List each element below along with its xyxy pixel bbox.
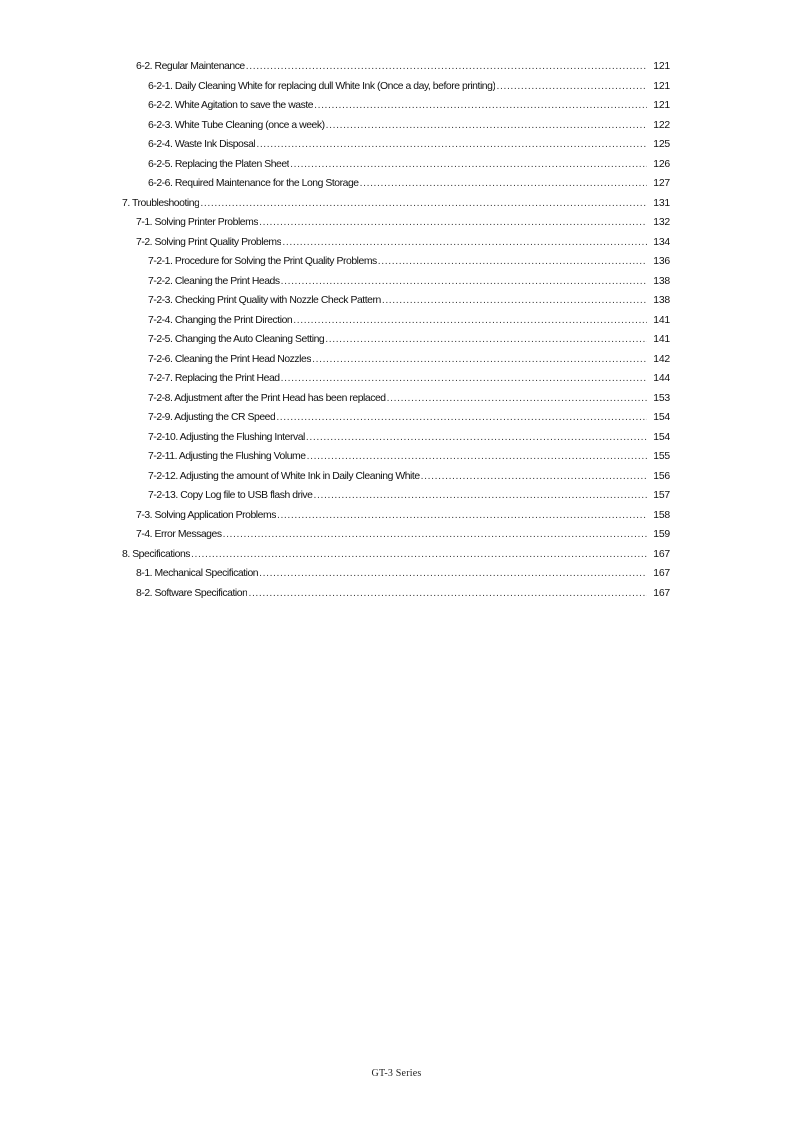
toc-entry-title: 7-2-3. Checking Print Quality with Nozzle Check Pattern	[148, 295, 381, 306]
toc-entry-title: 6-2-6. Required Maintenance for the Long Storage	[148, 178, 359, 189]
toc-entry-page-number: 132	[653, 217, 670, 228]
toc-dot-leader	[248, 584, 647, 604]
toc-dot-leader	[259, 213, 647, 233]
toc-entry[interactable]	[0, 408, 793, 428]
toc-entry-page-number: 122	[653, 119, 670, 131]
toc-entry[interactable]	[0, 311, 793, 331]
toc-entry[interactable]	[0, 467, 793, 487]
toc-dot-leader	[281, 272, 647, 292]
toc-entry-title: 7-2. Solving Print Quality Problems	[136, 236, 282, 248]
toc-entry[interactable]	[0, 447, 793, 467]
toc-entry[interactable]	[0, 272, 793, 292]
toc-dot-leader	[314, 486, 647, 506]
toc-entry[interactable]	[0, 584, 793, 604]
toc-entry-page-number: 126	[653, 158, 670, 170]
toc-dot-leader	[325, 330, 647, 350]
toc-entry-page-number: 158	[653, 509, 670, 521]
toc-entry[interactable]	[0, 96, 793, 116]
toc-dot-leader	[312, 350, 647, 370]
toc-entry-title: 7-2-12. Adjusting the amount of White Ink in Daily Cleaning White	[148, 470, 420, 482]
toc-dot-leader	[276, 408, 647, 428]
toc-entry-title: 7-2-7. Replacing the Print Head	[148, 373, 280, 384]
toc-entry[interactable]	[0, 291, 793, 311]
toc-dot-leader	[314, 96, 647, 116]
toc-entry-title: 7-2-10. Adjusting the Flushing Interval	[148, 431, 305, 443]
toc-dot-leader	[306, 428, 647, 448]
toc-entry-title: 8-2. Software Specification	[136, 587, 248, 599]
toc-entry-page-number: 125	[653, 139, 670, 150]
toc-entry-page-number: 121	[653, 61, 670, 72]
toc-entry-page-number: 159	[653, 529, 670, 540]
toc-entry[interactable]	[0, 506, 793, 526]
toc-entry-page-number: 138	[653, 295, 670, 306]
toc-entry-title: 7-4. Error Messages	[136, 529, 222, 540]
toc-entry[interactable]	[0, 545, 793, 565]
toc-entry[interactable]	[0, 369, 793, 389]
toc-dot-leader	[378, 252, 647, 272]
toc-dot-leader	[293, 311, 647, 331]
toc-dot-leader	[421, 467, 647, 487]
toc-dot-leader	[496, 77, 647, 97]
page-footer: GT-3 Series	[371, 1068, 422, 1079]
toc-entry-page-number: 167	[653, 548, 670, 560]
toc-entry-page-number: 142	[653, 353, 670, 365]
toc-entry-page-number: 167	[653, 568, 670, 579]
toc-entry-page-number: 157	[653, 490, 670, 501]
toc-dot-leader	[360, 174, 647, 194]
toc-entry-page-number: 136	[653, 256, 670, 267]
toc-entry-page-number: 167	[653, 587, 670, 599]
toc-dot-leader	[326, 116, 647, 136]
toc-dot-leader	[259, 564, 647, 584]
toc-entry-page-number: 131	[653, 197, 670, 209]
toc-entry-title: 6-2-2. White Agitation to save the waste	[148, 100, 314, 111]
toc-entry[interactable]	[0, 564, 793, 584]
toc-entry[interactable]	[0, 194, 793, 214]
toc-dot-leader	[290, 155, 647, 175]
toc-entry-page-number: 121	[653, 100, 670, 111]
toc-dot-leader	[282, 233, 647, 253]
table-of-contents	[0, 57, 793, 603]
toc-dot-leader	[246, 57, 647, 77]
toc-entry[interactable]	[0, 389, 793, 409]
toc-entry[interactable]	[0, 77, 793, 97]
toc-entry-page-number: 154	[653, 412, 670, 423]
toc-dot-leader	[223, 525, 647, 545]
toc-dot-leader	[281, 369, 647, 389]
toc-entry-title: 8-1. Mechanical Specification	[136, 568, 259, 579]
toc-entry[interactable]	[0, 525, 793, 545]
toc-entry-title: 6-2-4. Waste Ink Disposal	[148, 139, 256, 150]
toc-entry-title: 7-1. Solving Printer Problems	[136, 217, 259, 228]
toc-entry-title: 7-2-2. Cleaning the Print Heads	[148, 275, 280, 287]
toc-dot-leader	[256, 135, 647, 155]
toc-entry-title: 7. Troubleshooting	[122, 197, 200, 209]
toc-entry-page-number: 155	[653, 451, 670, 462]
toc-entry[interactable]	[0, 213, 793, 233]
toc-entry[interactable]	[0, 486, 793, 506]
toc-entry[interactable]	[0, 330, 793, 350]
toc-entry-page-number: 121	[653, 80, 670, 92]
toc-entry-page-number: 138	[653, 275, 670, 287]
toc-entry-title: 6-2-1. Daily Cleaning White for replacing dull White Ink (Once a day, before printing)	[148, 80, 496, 92]
toc-dot-leader	[387, 389, 647, 409]
toc-dot-leader	[191, 545, 647, 565]
toc-entry-title: 7-2-6. Cleaning the Print Head Nozzles	[148, 353, 312, 365]
toc-dot-leader	[382, 291, 647, 311]
toc-entry-page-number: 156	[653, 470, 670, 482]
toc-entry-title: 7-2-5. Changing the Auto Cleaning Setting	[148, 334, 325, 345]
toc-entry-page-number: 141	[653, 334, 670, 345]
toc-entry-title: 6-2. Regular Maintenance	[136, 61, 245, 72]
toc-entry-title: 7-2-8. Adjustment after the Print Head has been replaced	[148, 392, 386, 404]
toc-entry[interactable]	[0, 174, 793, 194]
toc-entry-title: 8. Specifications	[122, 548, 191, 560]
toc-entry-title: 7-2-9. Adjusting the CR Speed	[148, 412, 276, 423]
toc-entry[interactable]	[0, 57, 793, 77]
toc-entry-title: 7-2-13. Copy Log file to USB flash drive	[148, 490, 313, 501]
toc-entry-title: 7-2-11. Adjusting the Flushing Volume	[148, 451, 306, 462]
toc-entry-page-number: 127	[653, 178, 670, 189]
toc-entry-page-number: 154	[653, 431, 670, 443]
toc-dot-leader	[277, 506, 647, 526]
toc-entry-title: 7-2-4. Changing the Print Direction	[148, 314, 293, 326]
toc-entry-title: 6-2-3. White Tube Cleaning (once a week)	[148, 119, 325, 131]
toc-dot-leader	[307, 447, 647, 467]
toc-entry[interactable]	[0, 155, 793, 175]
toc-entry-page-number: 144	[653, 373, 670, 384]
toc-entry[interactable]	[0, 350, 793, 370]
toc-entry[interactable]	[0, 428, 793, 448]
toc-dot-leader	[200, 194, 647, 214]
toc-entry-page-number: 141	[653, 314, 670, 326]
toc-entry-page-number: 153	[653, 392, 670, 404]
toc-entry-title: 6-2-5. Replacing the Platen Sheet	[148, 158, 290, 170]
toc-entry[interactable]	[0, 252, 793, 272]
toc-entry-title: 7-3. Solving Application Problems	[136, 509, 276, 521]
toc-entry[interactable]	[0, 135, 793, 155]
toc-entry-page-number: 134	[653, 236, 670, 248]
toc-entry-title: 7-2-1. Procedure for Solving the Print Quality Problems	[148, 256, 377, 267]
toc-entry[interactable]	[0, 233, 793, 253]
toc-entry[interactable]	[0, 116, 793, 136]
